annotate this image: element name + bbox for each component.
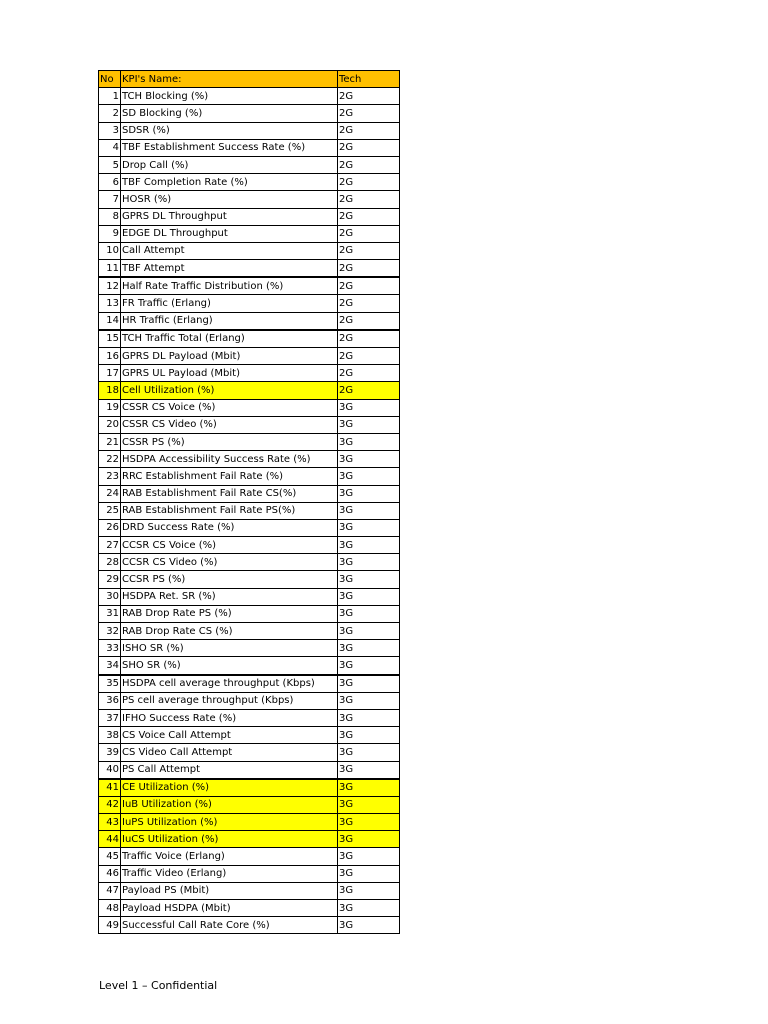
table-row (99, 657, 400, 675)
kpi-name-cell: IuPS Utilization (%) (121, 814, 338, 831)
kpi-tech-cell: 2G (338, 330, 400, 348)
kpi-tech-cell: 2G (338, 156, 400, 173)
table-row (99, 779, 400, 797)
kpi-number-cell: 1 (99, 88, 121, 105)
kpi-number-cell: 6 (99, 174, 121, 191)
kpi-number-cell: 35 (99, 675, 121, 693)
table-row (99, 156, 400, 173)
kpi-number-cell: 26 (99, 519, 121, 536)
table-row (99, 588, 400, 605)
table-row (99, 174, 400, 191)
column-header-no: No (99, 71, 121, 88)
table-row (99, 502, 400, 519)
kpi-name-cell: Cell Utilization (%) (121, 382, 338, 399)
table-row (99, 485, 400, 502)
table-row (99, 692, 400, 709)
kpi-number-cell: 22 (99, 451, 121, 468)
kpi-number-cell: 18 (99, 382, 121, 399)
kpi-tech-cell: 3G (338, 657, 400, 675)
table-row (99, 761, 400, 779)
kpi-tech-cell: 2G (338, 174, 400, 191)
kpi-name-cell: CSSR CS Video (%) (121, 416, 338, 433)
kpi-name-cell: Payload HSDPA (Mbit) (121, 900, 338, 917)
kpi-number-cell: 30 (99, 588, 121, 605)
kpi-tech-cell: 2G (338, 105, 400, 122)
kpi-name-cell: RAB Establishment Fail Rate CS(%) (121, 485, 338, 502)
kpi-number-cell: 47 (99, 882, 121, 899)
table-row (99, 900, 400, 917)
kpi-name-cell: CCSR CS Voice (%) (121, 537, 338, 554)
kpi-name-cell: HSDPA Accessibility Success Rate (%) (121, 451, 338, 468)
table-row (99, 623, 400, 640)
kpi-name-cell: CS Voice Call Attempt (121, 727, 338, 744)
kpi-number-cell: 5 (99, 156, 121, 173)
table-row (99, 848, 400, 865)
table-row (99, 88, 400, 105)
kpi-name-cell: FR Traffic (Erlang) (121, 295, 338, 312)
kpi-name-cell: Half Rate Traffic Distribution (%) (121, 277, 338, 295)
kpi-number-cell: 16 (99, 348, 121, 365)
table-row (99, 122, 400, 139)
table-row (99, 416, 400, 433)
kpi-tech-cell: 3G (338, 831, 400, 848)
kpi-tech-cell: 3G (338, 882, 400, 899)
table-row (99, 814, 400, 831)
kpi-name-cell: EDGE DL Throughput (121, 225, 338, 242)
kpi-name-cell: GPRS DL Throughput (121, 208, 338, 225)
table-row (99, 260, 400, 278)
kpi-name-cell: TBF Establishment Success Rate (%) (121, 139, 338, 156)
kpi-number-cell: 27 (99, 537, 121, 554)
kpi-tech-cell: 3G (338, 640, 400, 657)
kpi-name-cell: SDSR (%) (121, 122, 338, 139)
kpi-name-cell: IFHO Success Rate (%) (121, 709, 338, 726)
kpi-tech-cell: 2G (338, 348, 400, 365)
table-row (99, 191, 400, 208)
kpi-number-cell: 32 (99, 623, 121, 640)
table-row (99, 277, 400, 295)
table-row (99, 399, 400, 416)
kpi-number-cell: 41 (99, 779, 121, 797)
kpi-number-cell: 21 (99, 433, 121, 450)
kpi-number-cell: 29 (99, 571, 121, 588)
kpi-name-cell: HOSR (%) (121, 191, 338, 208)
kpi-table (98, 70, 400, 934)
kpi-number-cell: 4 (99, 139, 121, 156)
kpi-name-cell: RAB Drop Rate CS (%) (121, 623, 338, 640)
kpi-name-cell: TCH Blocking (%) (121, 88, 338, 105)
table-row (99, 554, 400, 571)
table-row (99, 330, 400, 348)
kpi-number-cell: 24 (99, 485, 121, 502)
kpi-tech-cell: 3G (338, 848, 400, 865)
kpi-name-cell: PS Call Attempt (121, 761, 338, 779)
table-row (99, 312, 400, 330)
kpi-tech-cell: 3G (338, 814, 400, 831)
kpi-tech-cell: 3G (338, 502, 400, 519)
kpi-number-cell: 19 (99, 399, 121, 416)
kpi-name-cell: DRD Success Rate (%) (121, 519, 338, 536)
table-row (99, 365, 400, 382)
kpi-number-cell: 40 (99, 761, 121, 779)
kpi-number-cell: 14 (99, 312, 121, 330)
kpi-tech-cell: 2G (338, 312, 400, 330)
kpi-name-cell: CCSR CS Video (%) (121, 554, 338, 571)
kpi-tech-cell: 2G (338, 191, 400, 208)
table-row (99, 640, 400, 657)
kpi-tech-cell: 2G (338, 242, 400, 259)
kpi-tech-cell: 3G (338, 468, 400, 485)
kpi-name-cell: Drop Call (%) (121, 156, 338, 173)
kpi-number-cell: 36 (99, 692, 121, 709)
kpi-number-cell: 37 (99, 709, 121, 726)
table-row (99, 225, 400, 242)
kpi-tech-cell: 2G (338, 225, 400, 242)
kpi-number-cell: 12 (99, 277, 121, 295)
kpi-number-cell: 34 (99, 657, 121, 675)
kpi-tech-cell: 2G (338, 277, 400, 295)
kpi-name-cell: RRC Establishment Fail Rate (%) (121, 468, 338, 485)
kpi-tech-cell: 3G (338, 744, 400, 761)
kpi-name-cell: TCH Traffic Total (Erlang) (121, 330, 338, 348)
kpi-number-cell: 13 (99, 295, 121, 312)
kpi-name-cell: GPRS DL Payload (Mbit) (121, 348, 338, 365)
table-body (99, 88, 400, 934)
kpi-number-cell: 43 (99, 814, 121, 831)
kpi-number-cell: 45 (99, 848, 121, 865)
table-row (99, 382, 400, 399)
kpi-name-cell: CE Utilization (%) (121, 779, 338, 797)
kpi-tech-cell: 3G (338, 451, 400, 468)
kpi-name-cell: Successful Call Rate Core (%) (121, 917, 338, 934)
table-row (99, 571, 400, 588)
kpi-tech-cell: 3G (338, 433, 400, 450)
kpi-tech-cell: 3G (338, 779, 400, 797)
kpi-tech-cell: 3G (338, 571, 400, 588)
kpi-number-cell: 46 (99, 865, 121, 882)
table-row (99, 917, 400, 934)
table-header-row (99, 71, 400, 88)
kpi-tech-cell: 2G (338, 382, 400, 399)
kpi-name-cell: SD Blocking (%) (121, 105, 338, 122)
kpi-number-cell: 3 (99, 122, 121, 139)
kpi-tech-cell: 3G (338, 554, 400, 571)
kpi-number-cell: 42 (99, 796, 121, 813)
kpi-number-cell: 15 (99, 330, 121, 348)
kpi-tech-cell: 3G (338, 519, 400, 536)
table-row (99, 744, 400, 761)
kpi-name-cell: GPRS UL Payload (Mbit) (121, 365, 338, 382)
table-row (99, 348, 400, 365)
table-row (99, 882, 400, 899)
kpi-name-cell: IuCS Utilization (%) (121, 831, 338, 848)
kpi-tech-cell: 2G (338, 208, 400, 225)
kpi-name-cell: RAB Drop Rate PS (%) (121, 605, 338, 622)
table-row (99, 468, 400, 485)
kpi-tech-cell: 3G (338, 796, 400, 813)
table-row (99, 105, 400, 122)
kpi-tech-cell: 2G (338, 139, 400, 156)
table-row (99, 451, 400, 468)
column-header-kpi-name: KPI's Name: (121, 71, 338, 88)
kpi-tech-cell: 3G (338, 727, 400, 744)
kpi-tech-cell: 3G (338, 917, 400, 934)
kpi-tech-cell: 2G (338, 88, 400, 105)
table-row (99, 139, 400, 156)
kpi-number-cell: 17 (99, 365, 121, 382)
kpi-number-cell: 10 (99, 242, 121, 259)
kpi-tech-cell: 2G (338, 122, 400, 139)
kpi-number-cell: 7 (99, 191, 121, 208)
kpi-name-cell: PS cell average throughput (Kbps) (121, 692, 338, 709)
kpi-tech-cell: 3G (338, 416, 400, 433)
table-row (99, 865, 400, 882)
kpi-tech-cell: 3G (338, 865, 400, 882)
kpi-number-cell: 28 (99, 554, 121, 571)
kpi-tech-cell: 3G (338, 761, 400, 779)
kpi-number-cell: 20 (99, 416, 121, 433)
table-row (99, 433, 400, 450)
kpi-tech-cell: 3G (338, 692, 400, 709)
table-row (99, 831, 400, 848)
kpi-number-cell: 33 (99, 640, 121, 657)
kpi-tech-cell: 2G (338, 260, 400, 278)
kpi-tech-cell: 3G (338, 399, 400, 416)
table-row (99, 727, 400, 744)
kpi-number-cell: 44 (99, 831, 121, 848)
kpi-tech-cell: 3G (338, 675, 400, 693)
kpi-tech-cell: 3G (338, 900, 400, 917)
kpi-tech-cell: 3G (338, 623, 400, 640)
table-row (99, 519, 400, 536)
kpi-tech-cell: 3G (338, 588, 400, 605)
kpi-name-cell: CCSR PS (%) (121, 571, 338, 588)
table-row (99, 208, 400, 225)
kpi-number-cell: 23 (99, 468, 121, 485)
kpi-number-cell: 9 (99, 225, 121, 242)
kpi-tech-cell: 3G (338, 537, 400, 554)
kpi-name-cell: HR Traffic (Erlang) (121, 312, 338, 330)
kpi-name-cell: HSDPA Ret. SR (%) (121, 588, 338, 605)
confidentiality-footer: Level 1 – Confidential (99, 979, 218, 992)
kpi-name-cell: CSSR CS Voice (%) (121, 399, 338, 416)
kpi-name-cell: IuB Utilization (%) (121, 796, 338, 813)
kpi-number-cell: 48 (99, 900, 121, 917)
kpi-name-cell: Payload PS (Mbit) (121, 882, 338, 899)
kpi-tech-cell: 3G (338, 485, 400, 502)
kpi-name-cell: CS Video Call Attempt (121, 744, 338, 761)
kpi-number-cell: 49 (99, 917, 121, 934)
kpi-number-cell: 8 (99, 208, 121, 225)
kpi-tech-cell: 2G (338, 365, 400, 382)
kpi-name-cell: ISHO SR (%) (121, 640, 338, 657)
kpi-number-cell: 11 (99, 260, 121, 278)
kpi-name-cell: Traffic Voice (Erlang) (121, 848, 338, 865)
kpi-name-cell: TBF Completion Rate (%) (121, 174, 338, 191)
kpi-name-cell: RAB Establishment Fail Rate PS(%) (121, 502, 338, 519)
kpi-number-cell: 39 (99, 744, 121, 761)
table-row (99, 796, 400, 813)
kpi-name-cell: HSDPA cell average throughput (Kbps) (121, 675, 338, 693)
kpi-name-cell: SHO SR (%) (121, 657, 338, 675)
kpi-name-cell: Traffic Video (Erlang) (121, 865, 338, 882)
table-row (99, 537, 400, 554)
kpi-number-cell: 31 (99, 605, 121, 622)
kpi-tech-cell: 2G (338, 295, 400, 312)
kpi-number-cell: 2 (99, 105, 121, 122)
kpi-number-cell: 25 (99, 502, 121, 519)
table-row (99, 295, 400, 312)
table-row (99, 605, 400, 622)
column-header-tech: Tech (338, 71, 400, 88)
table-row (99, 242, 400, 259)
kpi-name-cell: CSSR PS (%) (121, 433, 338, 450)
kpi-tech-cell: 3G (338, 605, 400, 622)
table-row (99, 709, 400, 726)
kpi-name-cell: TBF Attempt (121, 260, 338, 278)
kpi-name-cell: Call Attempt (121, 242, 338, 259)
kpi-number-cell: 38 (99, 727, 121, 744)
kpi-tech-cell: 3G (338, 709, 400, 726)
table-row (99, 675, 400, 693)
